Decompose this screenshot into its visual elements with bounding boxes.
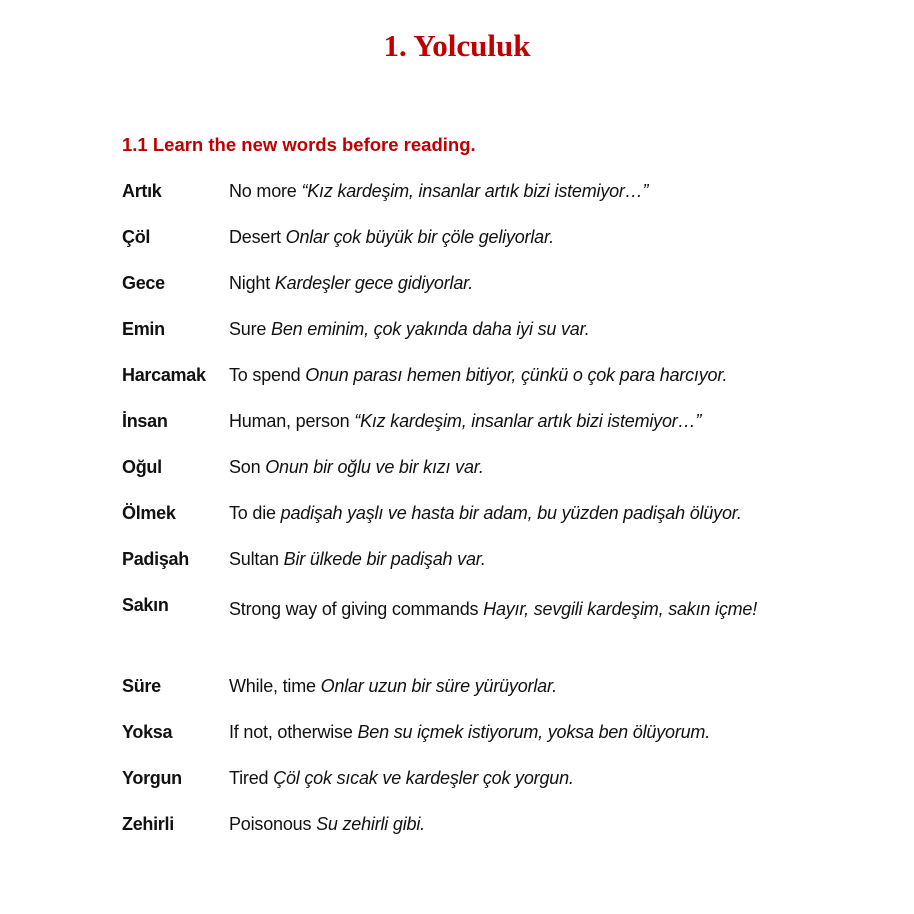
vocab-example: Onlar uzun bir süre yürüyorlar.	[320, 676, 557, 696]
vocab-item	[122, 178, 802, 224]
vocab-example: “Kız kardeşim, insanlar artık bizi istemiyor…”	[354, 411, 702, 431]
vocab-item	[122, 270, 802, 316]
vocab-definition	[229, 546, 802, 572]
vocab-meaning: To die	[229, 503, 276, 523]
vocab-item	[122, 592, 802, 673]
vocab-definition	[229, 592, 802, 626]
vocab-term: Zehirli	[122, 814, 174, 834]
vocab-example: Su zehirli gibi.	[316, 814, 425, 834]
vocab-term: Çöl	[122, 227, 151, 247]
vocab-meaning: Desert	[229, 227, 281, 247]
vocab-term: Yorgun	[122, 768, 182, 788]
vocab-definition	[229, 500, 802, 526]
vocab-definition	[229, 673, 802, 699]
vocab-definition	[229, 454, 802, 480]
vocab-example: Kardeşler gece gidiyorlar.	[274, 273, 474, 293]
vocab-term: Süre	[122, 676, 161, 696]
vocab-item	[122, 224, 802, 270]
vocab-item	[122, 500, 802, 546]
vocab-definition	[229, 316, 802, 342]
vocab-meaning: Human, person	[229, 411, 350, 431]
vocab-definition	[229, 811, 802, 837]
vocab-term: Yoksa	[122, 722, 173, 742]
vocab-item	[122, 673, 802, 719]
vocab-meaning: No more	[229, 181, 297, 201]
vocab-meaning: While, time	[229, 676, 316, 696]
vocab-example: Onun bir oğlu ve bir kızı var.	[265, 457, 484, 477]
vocab-example: Onun parası hemen bitiyor, çünkü o çok para harcıyor.	[305, 365, 728, 385]
vocab-meaning: Son	[229, 457, 261, 477]
vocab-meaning: Night	[229, 273, 271, 293]
vocab-definition	[229, 719, 802, 745]
vocab-term: İnsan	[122, 411, 168, 431]
vocab-item	[122, 719, 802, 765]
vocab-definition	[229, 178, 802, 204]
vocab-definition	[229, 408, 802, 434]
vocab-definition	[229, 362, 802, 388]
vocab-example: Ben eminim, çok yakında daha iyi su var.	[271, 319, 590, 339]
vocab-item	[122, 811, 802, 857]
vocab-example: Çöl çok sıcak ve kardeşler çok yorgun.	[273, 768, 574, 788]
vocab-definition	[229, 270, 802, 296]
page-title: 1. Yolculuk	[383, 28, 531, 63]
vocab-meaning: Sultan	[229, 549, 279, 569]
vocab-example: Ben su içmek istiyorum, yoksa ben ölüyorum.	[357, 722, 711, 742]
vocab-item	[122, 454, 802, 500]
vocab-meaning: Poisonous	[229, 814, 312, 834]
vocab-term: Artık	[122, 181, 162, 201]
vocab-example: Onlar çok büyük bir çöle geliyorlar.	[285, 227, 554, 247]
vocab-term: Ölmek	[122, 503, 176, 523]
vocab-term: Sakın	[122, 595, 169, 615]
section-heading: 1.1 Learn the new words before reading.	[122, 134, 476, 155]
vocab-term: Oğul	[122, 457, 162, 477]
vocabulary-list	[122, 178, 802, 857]
vocab-meaning: Sure	[229, 319, 267, 339]
vocab-item	[122, 362, 802, 408]
vocab-term: Padişah	[122, 549, 189, 569]
vocab-meaning: To spend	[229, 365, 301, 385]
vocab-item	[122, 765, 802, 811]
vocab-example: “Kız kardeşim, insanlar artık bizi istemiyor…”	[301, 181, 649, 201]
vocab-definition	[229, 765, 802, 791]
vocab-term: Harcamak	[122, 365, 206, 385]
vocab-meaning: If not, otherwise	[229, 722, 353, 742]
vocab-meaning: Tired	[229, 768, 269, 788]
vocab-definition	[229, 224, 802, 250]
vocab-meaning: Strong way of giving commands	[229, 599, 479, 619]
vocab-example: Bir ülkede bir padişah var.	[283, 549, 486, 569]
vocab-item	[122, 546, 802, 592]
vocab-example: Hayır, sevgili kardeşim, sakın içme!	[483, 599, 758, 619]
vocab-item	[122, 316, 802, 362]
vocab-term: Emin	[122, 319, 165, 339]
vocab-term: Gece	[122, 273, 165, 293]
vocab-item	[122, 408, 802, 454]
vocab-example: padişah yaşlı ve hasta bir adam, bu yüzden padişah ölüyor.	[280, 503, 742, 523]
